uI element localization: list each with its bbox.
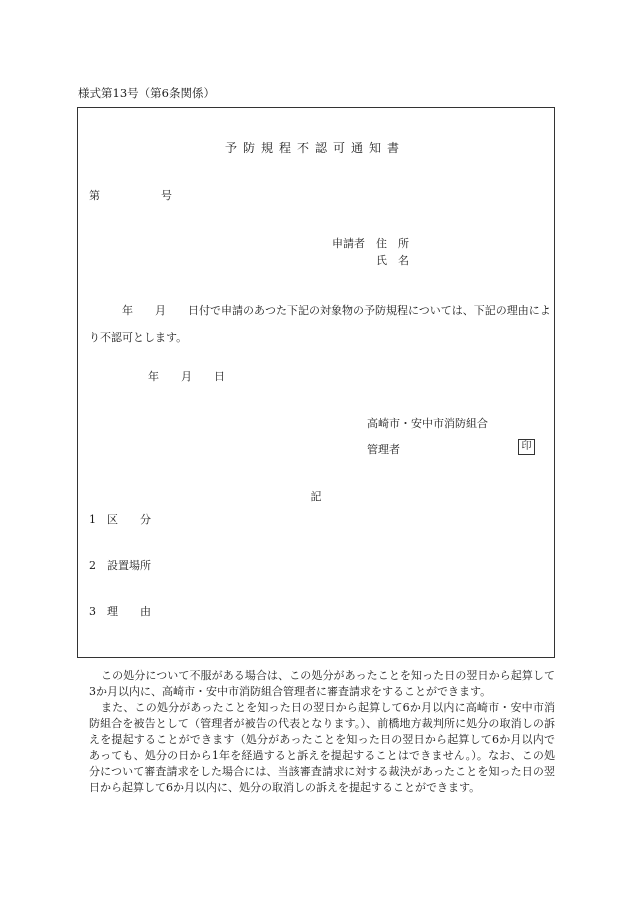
item-row <box>89 603 151 619</box>
issue-date: 年 月 日 <box>148 370 225 383</box>
applicant-name-label: 氏 名 <box>376 254 409 267</box>
item-number: 2 <box>89 559 96 572</box>
appeal-notice-paragraph: この処分について不服がある場合は、この処分があったことを知った日の翌日から起算して3か月以内に、高崎市・安中市消防組合管理者に審査請求をすることができます。 <box>89 669 555 698</box>
item-row <box>89 511 151 527</box>
issuer-organization: 高崎市・安中市消防組合 <box>367 417 488 430</box>
applicant-block <box>332 235 409 269</box>
item-label: 設置場所 <box>107 559 151 572</box>
appeal-notice-paragraph: また、この処分があったことを知った日の翌日から起算して6か月以内に高崎市・安中市消防組合を被告として（管理者が被告の代表となります。）、前橋地方裁判所に処分の取消しの訴えを提起することができます（処分があったことを知った日の翌日から起算して6か月以内であっても、処分の日から1年を経過すると訴えを提起することはできません。）。なお、この処分について審査請求をした場合には、当該審査請求に対する裁決があったことを知った日の翌日から起算して6か月以内に、処分の取消しの訴えを提起することができます。 <box>89 701 555 794</box>
item-number: 3 <box>89 605 96 618</box>
seal-mark: 印 <box>518 439 535 455</box>
applicant-label: 申請者 <box>332 237 365 250</box>
document-title: 予防規程不認可通知書 <box>224 141 405 155</box>
item-row <box>89 557 151 573</box>
number-suffix: 号 <box>161 189 172 202</box>
body-paragraph: 年 月 日付で申請のあつた下記の対象物の予防規程については、下記の理由により不認可とします。 <box>89 304 551 344</box>
item-label: 区 分 <box>107 513 151 526</box>
ki-heading: 記 <box>310 490 322 503</box>
applicant-address-label: 住 所 <box>376 237 409 250</box>
issuer-title: 管理者 <box>367 443 400 456</box>
number-prefix: 第 <box>89 189 100 202</box>
document-number-line <box>89 187 172 203</box>
appeal-notice <box>89 668 555 796</box>
form-number-label: 様式第13号（第6条関係） <box>78 86 215 100</box>
item-number: 1 <box>89 513 96 526</box>
item-label: 理 由 <box>107 605 151 618</box>
